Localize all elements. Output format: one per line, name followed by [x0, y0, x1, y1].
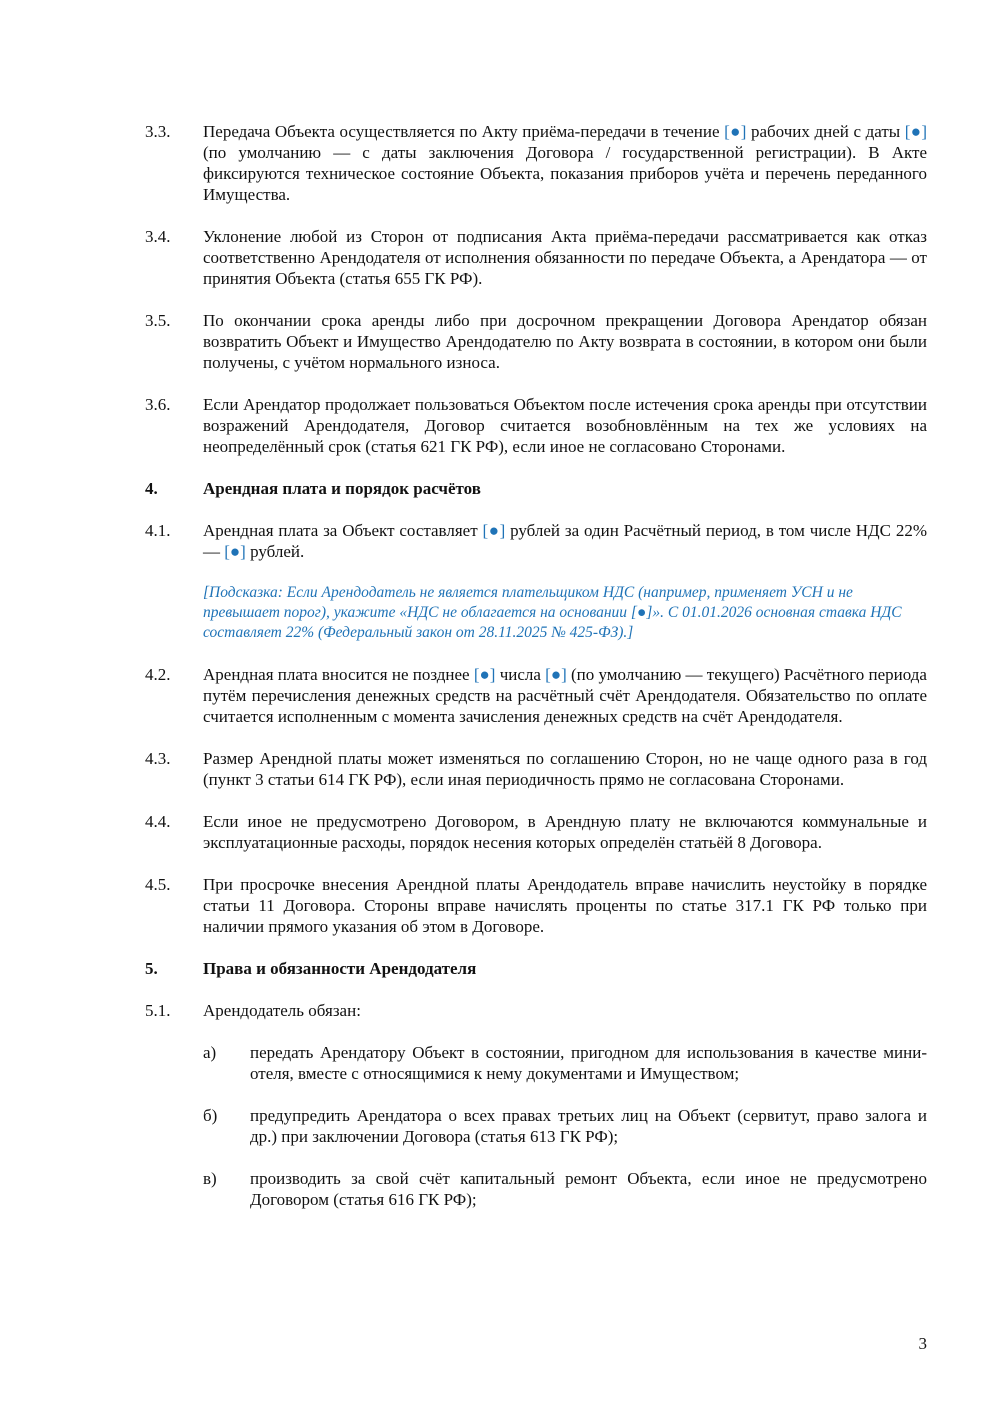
- section-number: 4.: [145, 479, 158, 498]
- vat-hint-note: [Подсказка: Если Арендодатель не является плательщиком НДС (например, применяет УСН и не превышает порог), укажите «НДС не облагается на основании [●]». С 01.01.2026 основная ставка НДС составляет 22% (Федеральный закон от 28.11.2025 № 425-ФЗ).]: [203, 584, 902, 641]
- clause-3-3: [145, 121, 927, 205]
- placeholder-marker: [●]: [473, 665, 496, 684]
- clause-4-2: [145, 664, 927, 727]
- list-item-marker: а): [203, 1043, 217, 1062]
- clause-5-1: [145, 1000, 927, 1021]
- clause-text: Арендная плата за Объект составляет [●] рублей за один Расчётный период, в том числе НДС 22% — [●] рублей.: [203, 521, 927, 561]
- clause-number: 4.2.: [145, 665, 171, 684]
- clause-number: 3.5.: [145, 311, 171, 330]
- placeholder-marker: [●]: [224, 542, 246, 561]
- placeholder-marker: [●]: [545, 665, 567, 684]
- clause-4-4: [145, 811, 927, 853]
- clause-text: При просрочке внесения Арендной платы Арендодатель вправе начислить неустойку в порядке статьи 11 Договора. Стороны вправе начислять проценты по статье 317.1 ГК РФ только при наличии прямого указания об этом в Договоре.: [203, 875, 927, 936]
- clause-text: Арендодатель обязан:: [203, 1001, 361, 1020]
- document-body: [145, 121, 927, 1231]
- clause-3-4: [145, 226, 927, 289]
- list-item: [203, 1105, 927, 1147]
- placeholder-marker: [●]: [904, 122, 928, 141]
- list-item: [203, 1168, 927, 1210]
- clause-number: 3.4.: [145, 227, 171, 246]
- section-title: Права и обязанности Арендодателя: [203, 959, 477, 978]
- clause-number: 3.6.: [145, 395, 171, 414]
- clause-number: 3.3.: [145, 122, 171, 141]
- clause-number: 4.1.: [145, 521, 171, 540]
- list-item-text: предупредить Арендатора о всех правах третьих лиц на Объект (сервитут, право залога и др.) при заключении Договора (статья 613 ГК РФ);: [250, 1106, 927, 1146]
- clause-number: 4.5.: [145, 875, 171, 894]
- section-4-heading: [145, 478, 927, 499]
- clause-text: Арендная плата вносится не позднее [●] числа [●] (по умолчанию — текущего) Расчётного периода путём перечисления денежных средств на расчётный счёт Арендодателя. Обязательство по оплате считается исполненным с момента зачисления денежных средств на счёт Арендодателя.: [203, 665, 927, 726]
- section-5-heading: [145, 958, 927, 979]
- placeholder-marker: [●]: [482, 521, 506, 540]
- list-item-text: передать Арендатору Объект в состоянии, пригодном для использования в качестве мини-отеля, вместе с относящимися к нему документами и Имуществом;: [250, 1043, 927, 1083]
- clause-4-3: [145, 748, 927, 790]
- clause-text: Передача Объекта осуществляется по Акту приёма-передачи в течение [●] рабочих дней с даты [●] (по умолчанию — с даты заключения Договора / государственной регистрации). В Акте фиксируются техническое состояние Объекта, показания приборов учёта и перечень переданного Имущества.: [203, 122, 928, 204]
- clause-text: По окончании срока аренды либо при досрочном прекращении Договора Арендатор обязан возвратить Объект и Имущество Арендодателю по Акту возврата в состоянии, в котором они были получены, с учётом нормального износа.: [203, 311, 927, 372]
- clause-3-6: [145, 394, 927, 457]
- list-item-marker: в): [203, 1169, 217, 1188]
- clause-number: 5.1.: [145, 1001, 171, 1020]
- page-number: 3: [918, 1334, 927, 1353]
- list-item-marker: б): [203, 1106, 218, 1125]
- clause-3-5: [145, 310, 927, 373]
- clause-text: Если иное не предусмотрено Договором, в Арендную плату не включаются коммунальные и эксплуатационные расходы, порядок несения которых определён статьёй 8 Договора.: [203, 812, 927, 852]
- section-number: 5.: [145, 959, 158, 978]
- clause-text: Размер Арендной платы может изменяться по соглашению Сторон, но не чаще одного раза в год (пункт 3 статьи 614 ГК РФ), если иная периодичность прямо не согласована Сторонами.: [203, 749, 927, 789]
- placeholder-marker: [●]: [724, 122, 747, 141]
- clause-number: 4.4.: [145, 812, 171, 831]
- clause-text: Уклонение любой из Сторон от подписания Акта приёма-передачи рассматривается как отказ соответственно Арендодателя от исполнения обязанности по передаче Объекта, а Арендатора — от принятия Объекта (статья 655 ГК РФ).: [203, 227, 927, 288]
- clause-4-1: [145, 520, 927, 562]
- clause-number: 4.3.: [145, 749, 171, 768]
- section-title: Арендная плата и порядок расчётов: [203, 479, 481, 498]
- clause-text: Если Арендатор продолжает пользоваться Объектом после истечения срока аренды при отсутствии возражений Арендодателя, Договор считается возобновлённым на тех же условиях на неопределённый срок (статья 621 ГК РФ), если иное не согласовано Сторонами.: [203, 395, 927, 456]
- list-item: [203, 1042, 927, 1084]
- list-item-text: производить за свой счёт капитальный ремонт Объекта, если иное не предусмотрено Договором (статья 616 ГК РФ);: [250, 1169, 927, 1209]
- clause-4-5: [145, 874, 927, 937]
